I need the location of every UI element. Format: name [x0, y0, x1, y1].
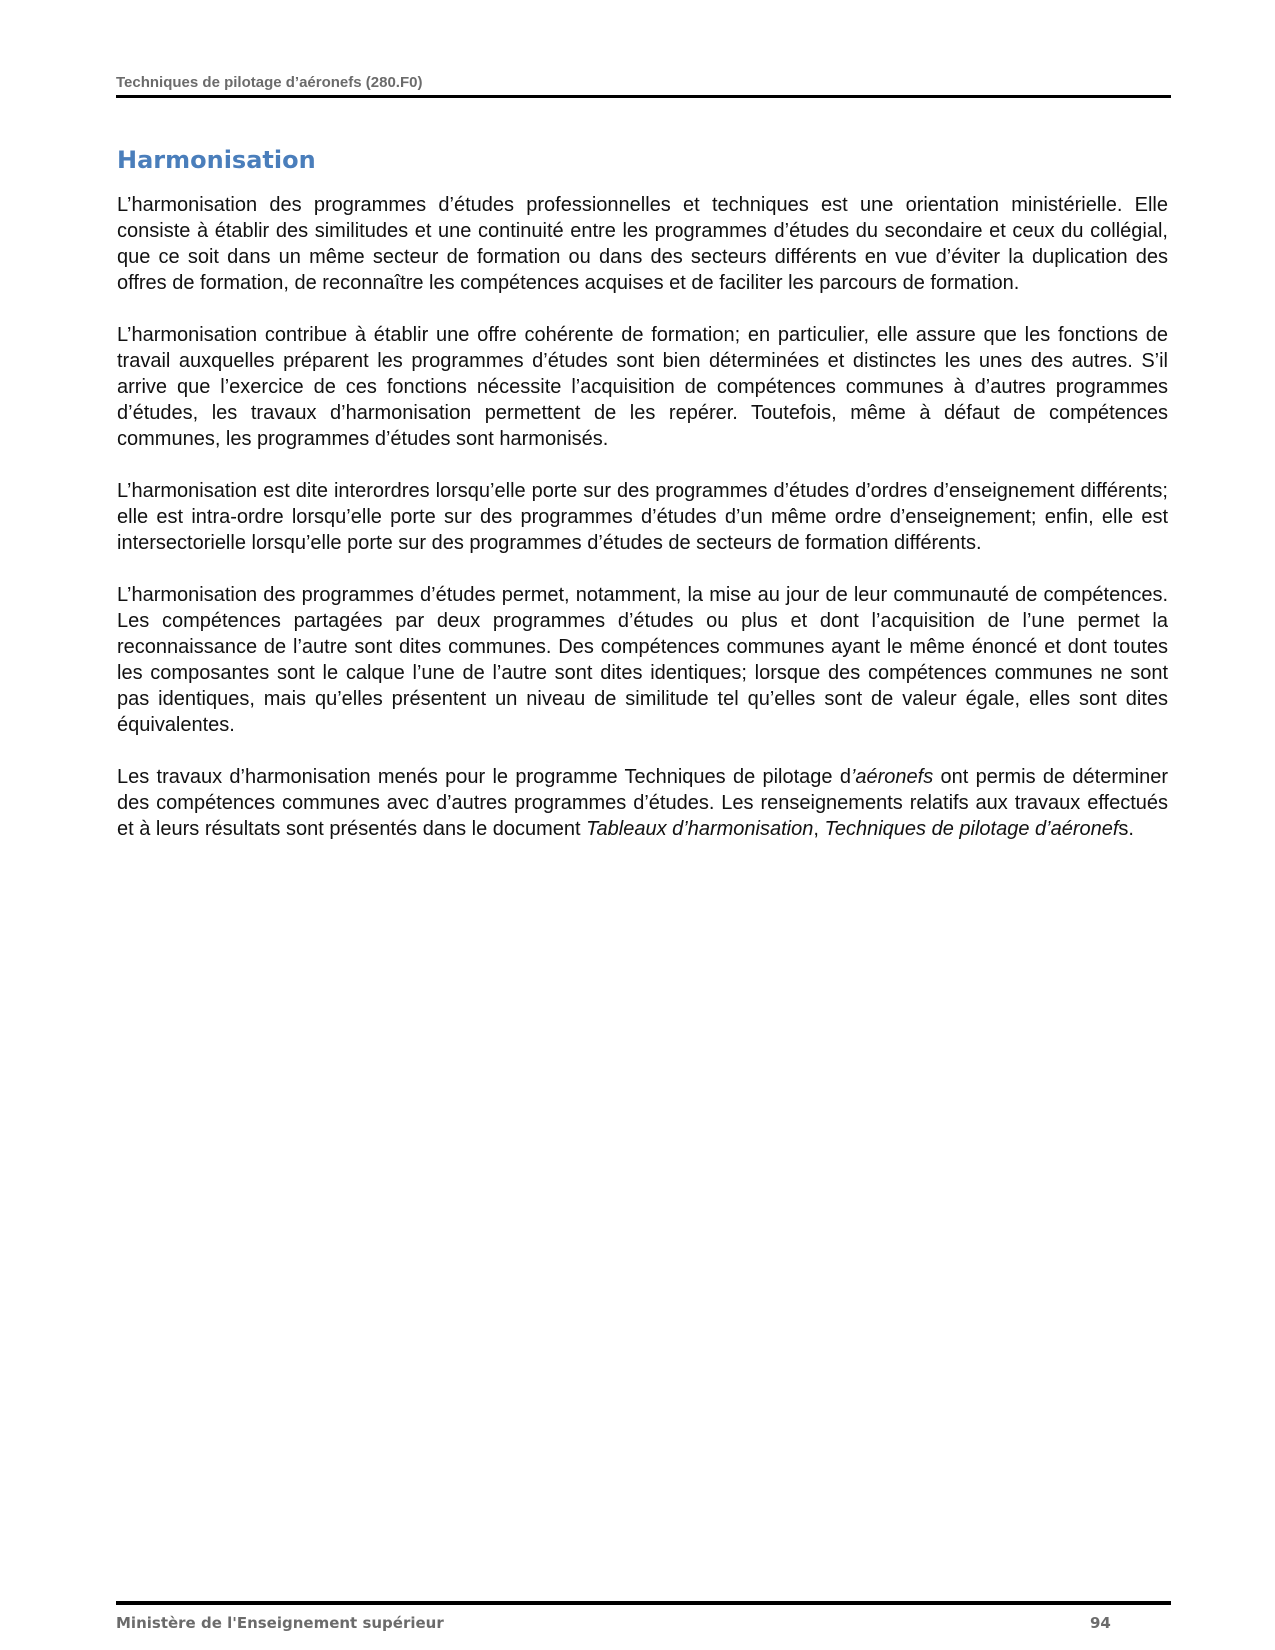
footer-divider	[116, 1601, 1171, 1605]
page-number: 94	[1090, 1614, 1111, 1632]
text: ,	[813, 818, 825, 840]
text: Les travaux d’harmonisation menés pour le programme Techniques de pilotage d	[117, 766, 851, 788]
text: ont permis de déterminer des compétences communes avec d’autres programmes d’études. Les renseignements relatifs aux travaux effectués et à leurs résultats sont présentés dans le document	[117, 766, 1169, 840]
section-body	[117, 192, 1168, 868]
document-subtitle: Techniques de pilotage d’aéronef	[824, 818, 1119, 840]
paragraph: L’harmonisation des programmes d’études permet, notamment, la mise au jour de leur communauté de compétences. Les compétences partagées par deux programmes d’études ou plus et dont l’acquisition de l’une permet la reconnaissance de l’autre sont dites communes. Des compétences communes ayant le même énoncé et dont toutes les composantes sont le calque l’une de l’autre sont dites identiques; lorsque des compétences communes ne sont pas identiques, mais qu’elles présentent un niveau de similitude tel qu’elles sont de valeur égale, elles sont dites équivalentes.	[117, 584, 1168, 736]
paragraph: L’harmonisation est dite interordres lorsqu’elle porte sur des programmes d’études d’ordres d’enseignement différents; elle est intra-ordre lorsqu’elle porte sur des programmes d’études d’un même ordre d’enseignement; enfin, elle est intersectorielle lorsqu’elle porte sur des programmes d’études de secteurs de formation différents.	[117, 480, 1168, 554]
running-header: Techniques de pilotage d’aéronefs (280.F0)	[116, 74, 423, 91]
paragraph: L’harmonisation des programmes d’études professionnelles et techniques est une orientation ministérielle. Elle consiste à établir des similitudes et une continuité entre les programmes d’études du secondaire et ceux du collégial, que ce soit dans un même secteur de formation ou dans des secteurs différents en vue d’éviter la duplication des offres de formation, de reconnaître les compétences acquises et de faciliter les parcours de formation.	[117, 194, 1168, 294]
document-title: Tableaux d’harmonisation	[586, 818, 814, 840]
header-divider	[116, 95, 1171, 98]
section-heading: Harmonisation	[117, 146, 316, 174]
paragraph: L’harmonisation contribue à établir une offre cohérente de formation; en particulier, elle assure que les fonctions de travail auxquelles préparent les programmes d’études sont bien déterminées et distinctes les unes des autres. S’il arrive que l’exercice de ces fonctions nécessite l’acquisition de compétences communes à d’autres programmes d’études, les travaux d’harmonisation permettent de les repérer. Toutefois, même à défaut de compétences communes, les programmes d’études sont harmonisés.	[117, 324, 1168, 450]
text: s.	[1118, 818, 1134, 840]
paragraph	[117, 764, 1168, 842]
footer-publisher: Ministère de l'Enseignement supérieur	[116, 1614, 444, 1632]
italic-text: ’aéronefs	[850, 766, 934, 788]
